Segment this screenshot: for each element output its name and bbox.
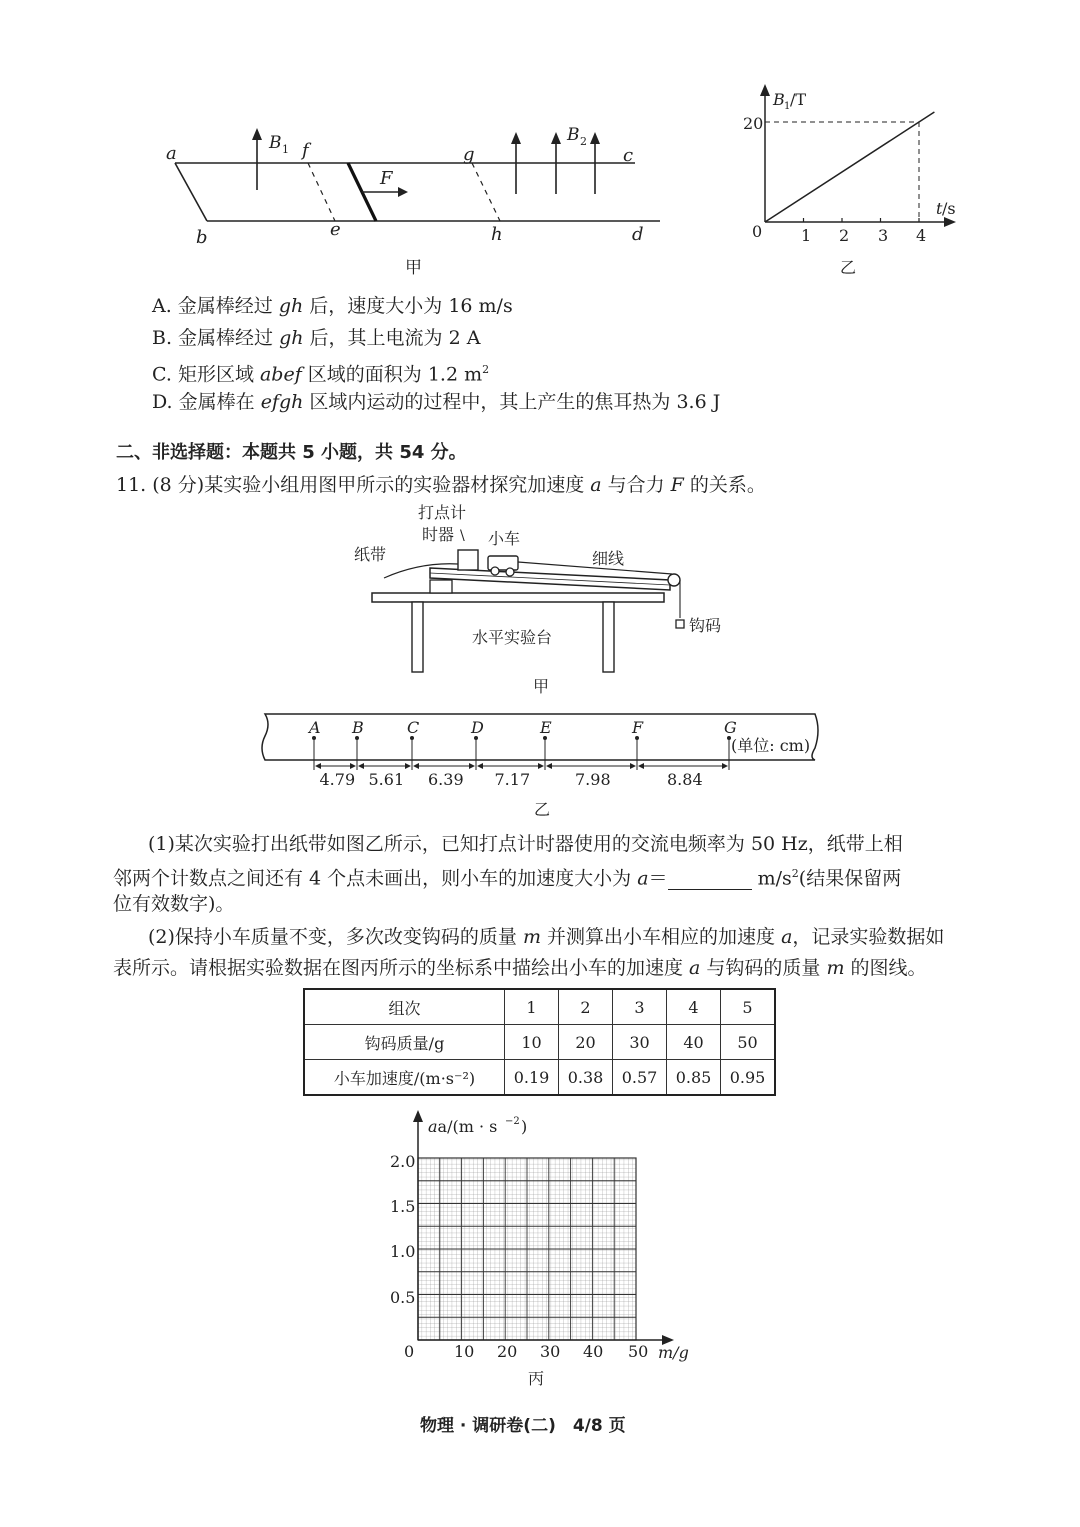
label-c: c <box>623 145 634 166</box>
table-cell: 0.38 <box>559 1060 613 1096</box>
label-f: f <box>302 140 309 161</box>
ab-edge <box>175 163 207 221</box>
cart-label: 小车 <box>488 529 521 548</box>
x-tick-label: 10 <box>454 1342 475 1361</box>
x-tick-label: 30 <box>540 1342 561 1361</box>
tape-label: 纸带 <box>354 545 387 564</box>
tape-point-label: A <box>309 718 321 737</box>
part1-line2: 邻两个计数点之间还有 4 个点未画出，则小车的加速度大小为 $a= m/s^2$(结果保留两 <box>113 867 902 890</box>
x-tick-label: 0 <box>404 1342 415 1361</box>
tape-unit: (单位: cm) <box>731 736 811 755</box>
part2-line2: 表所示。请根据实验数据在图丙所示的坐标系中描绘出小车的加速度 a 与钩码的质量 m 的图线。 <box>113 957 927 979</box>
part1-line3: 位有效数字)。 <box>113 893 235 915</box>
grid-chart <box>370 1108 700 1398</box>
label-b2-sub: 2 <box>580 135 587 148</box>
option-c: C. 矩形区域 abef 区域的面积为 1.2 $m^2$ <box>152 363 490 386</box>
x-tick-label: 40 <box>583 1342 604 1361</box>
table-cell: 50 <box>721 1025 776 1060</box>
x-tick-label: 50 <box>628 1342 649 1361</box>
answer-blank[interactable] <box>668 871 752 890</box>
segment-value: 7.98 <box>575 770 611 789</box>
x-tick-label: 3 <box>878 226 889 245</box>
table-leg <box>603 602 614 672</box>
y-tick-label: 1.0 <box>390 1242 416 1261</box>
tape-point-label: C <box>407 718 420 737</box>
y-axis-label-end: ) <box>521 1117 528 1136</box>
table-cell: 2 <box>559 989 613 1025</box>
table-row <box>304 1060 775 1096</box>
y-tick-label: 20 <box>743 114 764 133</box>
y-tick-label: 1.5 <box>390 1197 416 1216</box>
label-force: F <box>380 168 393 189</box>
table-leg <box>412 602 423 672</box>
label-e: e <box>330 219 341 240</box>
table-row <box>304 1025 775 1060</box>
x-tick-label: 2 <box>839 226 850 245</box>
table-cell: 4 <box>667 989 721 1025</box>
paper-tape-diagram <box>255 708 830 818</box>
table-cell: 30 <box>613 1025 667 1060</box>
y-axis-label-sub: 1 <box>784 101 791 112</box>
table-cell: 0.57 <box>613 1060 667 1096</box>
fe-boundary <box>308 163 335 221</box>
label-d: d <box>632 224 644 245</box>
label-b1-sub: 1 <box>282 143 289 156</box>
section-title: 二、非选择题：本题共 5 小题，共 54 分。 <box>116 442 467 463</box>
gh-boundary <box>472 163 500 221</box>
table-cell: 10 <box>505 1025 559 1060</box>
x-tick-label: 1 <box>801 226 812 245</box>
figure-caption: 乙 <box>534 800 551 818</box>
option-d: D. 金属棒在 efgh 区域内运动的过程中，其上产生的焦耳热为 3.6 J <box>152 391 721 413</box>
series-line <box>765 112 934 222</box>
tape-point-label: E <box>540 718 552 737</box>
x-axis-label: m/g <box>658 1343 689 1362</box>
rails-diagram <box>150 120 670 280</box>
lab-table-top <box>372 593 664 602</box>
table-cell: 0.95 <box>721 1060 776 1096</box>
table-cell: 小车加速度/(m·s⁻²) <box>304 1060 505 1096</box>
b-t-graph <box>740 82 970 282</box>
x-tick-label: 20 <box>497 1342 518 1361</box>
figure-caption: 丙 <box>528 1369 545 1388</box>
y-axis-label: B <box>773 90 785 109</box>
table-header-row <box>304 989 775 1025</box>
table-cell: 3 <box>613 989 667 1025</box>
y-axis-label: aa/(m · s <box>428 1117 498 1136</box>
apparatus-diagram <box>340 500 760 700</box>
segment-value: 8.84 <box>667 770 703 789</box>
segment-value: 4.79 <box>319 770 356 789</box>
figure-caption: 乙 <box>840 258 857 277</box>
table-cell: 组次 <box>304 989 505 1025</box>
weights-label: 钩码 <box>689 616 722 635</box>
part2-line1: (2)保持小车质量不变，多次改变钩码的质量 m 并测算出小车相应的加速度 a，记录实验数据如 <box>148 926 945 948</box>
part1-line1: (1)某次实验打出纸带如图乙所示，已知打点计时器使用的交流电频率为 50 Hz，纸带上相 <box>148 833 903 855</box>
weights <box>676 620 684 628</box>
option-b: B. 金属棒经过 gh 后，其上电流为 2 A <box>152 327 481 349</box>
y-axis-label-sup: −2 <box>505 1116 520 1127</box>
x-axis-label: t <box>936 199 943 218</box>
tape-point-label: B <box>352 718 364 737</box>
figure-caption: 甲 <box>405 258 422 278</box>
tape-point-label: G <box>724 718 737 737</box>
timer-pointer: \ <box>460 528 465 544</box>
timer-label: 打点计 <box>418 503 467 522</box>
label-b2: B <box>567 125 580 145</box>
label-g: g <box>463 144 475 165</box>
table-cell: 0.85 <box>667 1060 721 1096</box>
label-a: a <box>166 143 177 164</box>
figure-caption: 甲 <box>533 677 550 696</box>
data-table <box>303 988 776 1096</box>
option-a: A. 金属棒经过 gh 后，速度大小为 16 m/s <box>152 295 513 317</box>
table-label: 水平实验台 <box>472 628 553 647</box>
q11-stem: 11. (8 分)某实验小组用图甲所示的实验器材探究加速度 a 与合力 F 的关系。 <box>116 474 766 496</box>
pulley <box>668 574 680 586</box>
timer-label: 时器 <box>422 525 455 544</box>
y-axis-label-unit: /T <box>790 90 807 109</box>
y-tick-label: 0.5 <box>390 1288 416 1307</box>
tape-point-label: D <box>471 718 484 737</box>
x-tick-label: 0 <box>752 222 763 241</box>
table-cell: 钩码质量/g <box>304 1025 505 1060</box>
string-label: 细线 <box>592 549 625 568</box>
y-tick-label: 2.0 <box>390 1152 416 1171</box>
table-cell: 20 <box>559 1025 613 1060</box>
table-cell: 1 <box>505 989 559 1025</box>
table-cell: 40 <box>667 1025 721 1060</box>
segment-value: 6.39 <box>428 770 464 789</box>
table-cell: 0.19 <box>505 1060 559 1096</box>
label-h: h <box>491 224 503 245</box>
page-footer: 物理 · 调研卷(二) 4/8 页 <box>420 1416 626 1436</box>
segment-value: 7.17 <box>494 770 531 789</box>
label-b: b <box>196 227 208 248</box>
segment-value: 5.61 <box>368 770 405 789</box>
x-tick-label: 4 <box>916 226 927 245</box>
table-cell: 5 <box>721 989 776 1025</box>
label-b1: B <box>269 133 282 153</box>
x-axis-label-unit: /s <box>942 199 956 218</box>
y-axis-label-text: a/(m · s <box>437 1117 498 1136</box>
timer-body <box>458 550 478 570</box>
tape-point-label: F <box>632 718 644 737</box>
